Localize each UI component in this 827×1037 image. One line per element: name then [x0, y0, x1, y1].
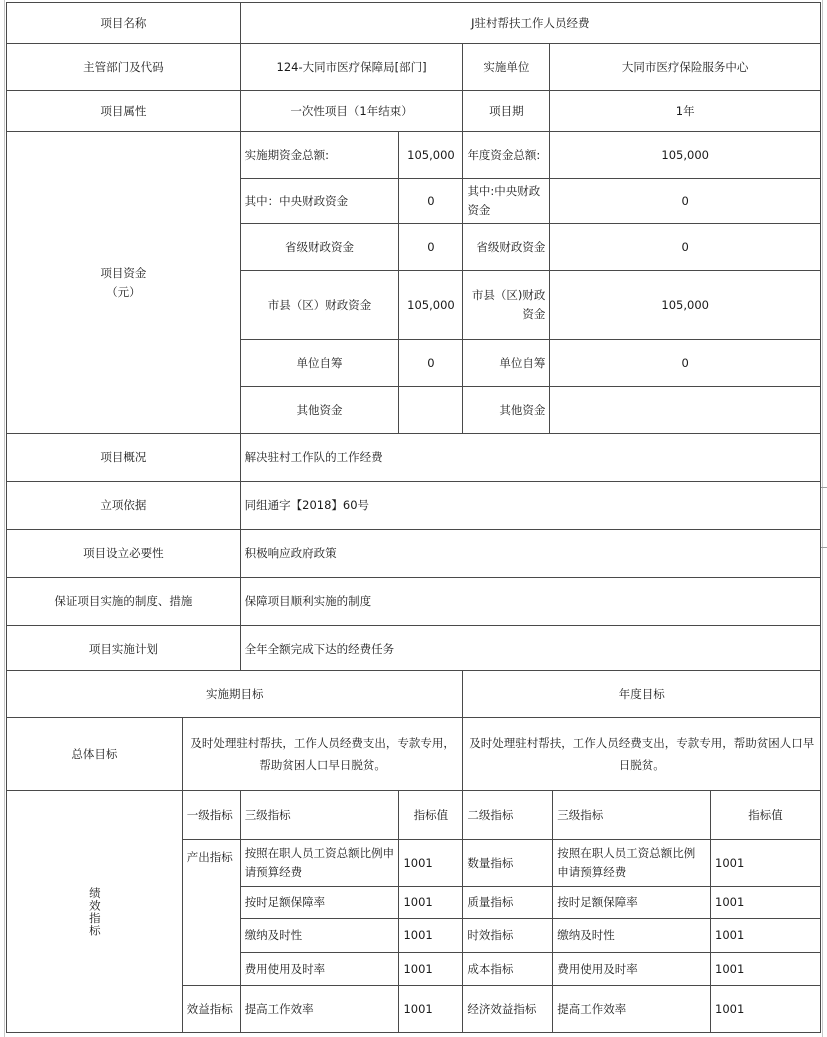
plan-value: 全年全额完成下达的经费任务 [240, 626, 820, 674]
overall-goal-annual: 及时处理驻村帮扶，工作人员经费支出，专款专用，帮助贫困人口早日脱贫。 [463, 718, 821, 791]
impl-unit-value: 大同市医疗保险服务中心 [550, 44, 821, 91]
funds-left-value: 0 [399, 224, 463, 271]
perf-header: 指标值 [399, 791, 463, 840]
perf-r2: 经济效益指标 [463, 986, 553, 1033]
period-label: 项目期 [463, 91, 550, 132]
funds-right-label: 其他资金 [463, 387, 550, 434]
dept-label: 主管部门及代码 [7, 44, 241, 91]
benefit-indicator-label: 效益指标 [182, 986, 240, 1033]
basis-label: 立项依据 [7, 482, 241, 530]
overview-value: 解决驻村工作队的工作经费 [240, 434, 820, 482]
perf-rvalue: 1001 [711, 887, 821, 919]
perf-l3: 缴纳及时性 [240, 919, 399, 953]
dept-value: 124-大同市医疗保障局[部门] [240, 44, 463, 91]
overview-label: 项目概况 [7, 434, 241, 482]
impl-unit-label: 实施单位 [463, 44, 550, 91]
overall-goal-period: 及时处理驻村帮扶，工作人员经费支出，专款专用，帮助贫困人口早日脱贫。 [182, 718, 463, 791]
perf-header: 指标值 [711, 791, 821, 840]
funds-left-label: 其中：中央财政资金 [240, 179, 399, 224]
perf-r2: 数量指标 [463, 840, 553, 887]
perf-label: 绩效指标 [87, 886, 102, 937]
funds-unit: （元） [106, 284, 141, 299]
goals-period-header: 实施期目标 [7, 671, 463, 718]
perf-rvalue: 1001 [711, 953, 821, 986]
attr-label: 项目属性 [7, 91, 241, 132]
perf-r2: 质量指标 [463, 887, 553, 919]
perf-value: 1001 [399, 953, 463, 986]
perf-r3: 费用使用及时率 [553, 953, 711, 986]
funds-right-label: 年度资金总额: [463, 132, 550, 179]
funds-left-label: 省级财政资金 [240, 224, 399, 271]
necessity-value: 积极响应政府政策 [240, 530, 820, 578]
funds-right-label: 其中:中央财政资金 [463, 179, 550, 224]
perf-rvalue: 1001 [711, 919, 821, 953]
funds-left-label: 其他资金 [240, 387, 399, 434]
funds-left-value: 0 [399, 340, 463, 387]
perf-l3: 按时足额保障率 [240, 887, 399, 919]
funds-right-label: 省级财政资金 [463, 224, 550, 271]
perf-value: 1001 [399, 887, 463, 919]
project-name-value: J驻村帮扶工作人员经费 [240, 3, 820, 44]
funds-right-value [550, 387, 821, 434]
period-value: 1年 [550, 91, 821, 132]
perf-r3: 提高工作效率 [553, 986, 711, 1033]
perf-r2: 时效指标 [463, 919, 553, 953]
perf-value: 1001 [399, 840, 463, 887]
perf-l3: 费用使用及时率 [240, 953, 399, 986]
perf-l3: 按照在职人员工资总额比例申请预算经费 [240, 840, 399, 887]
margin-tick [821, 547, 827, 548]
funds-right-value: 0 [550, 340, 821, 387]
perf-r2: 成本指标 [463, 953, 553, 986]
funds-right-label: 市县（区)财政资金 [463, 271, 550, 340]
funds-right-value: 0 [550, 179, 821, 224]
perf-header: 二级指标 [463, 791, 553, 840]
necessity-label: 项目设立必要性 [7, 530, 241, 578]
perf-l3: 提高工作效率 [240, 986, 399, 1033]
perf-rvalue: 1001 [711, 986, 821, 1033]
funds-left-label: 实施期资金总额: [240, 132, 399, 179]
funds-left-label: 市县（区）财政资金 [240, 271, 399, 340]
funds-left-value: 0 [399, 179, 463, 224]
funds-left-label: 单位自筹 [240, 340, 399, 387]
plan-label: 项目实施计划 [7, 626, 241, 674]
funds-right-value: 105,000 [550, 132, 821, 179]
project-info-table [6, 2, 821, 674]
page-edge-left [4, 0, 5, 1037]
funds-label: 项目资金 [100, 265, 147, 280]
perf-value: 1001 [399, 919, 463, 953]
goals-annual-header: 年度目标 [463, 671, 821, 718]
basis-value: 同组通字【2018】60号 [240, 482, 820, 530]
perf-label-cell [7, 791, 183, 1033]
perf-r3: 缴纳及时性 [553, 919, 711, 953]
funds-left-value: 105,000 [399, 271, 463, 340]
goals-table [6, 670, 821, 1033]
funds-right-value: 105,000 [550, 271, 821, 340]
funds-label-cell [7, 132, 241, 434]
funds-right-value: 0 [550, 224, 821, 271]
perf-rvalue: 1001 [711, 840, 821, 887]
perf-r3: 按时足额保障率 [553, 887, 711, 919]
margin-tick [821, 487, 827, 488]
perf-header: 一级指标 [182, 791, 240, 840]
funds-left-value: 105,000 [399, 132, 463, 179]
overall-goal-label: 总体目标 [7, 718, 183, 791]
funds-left-value [399, 387, 463, 434]
project-name-label: 项目名称 [7, 3, 241, 44]
output-indicator-label: 产出指标 [182, 840, 240, 986]
perf-header: 三级指标 [553, 791, 711, 840]
funds-right-label: 单位自筹 [463, 340, 550, 387]
perf-header: 三级指标 [240, 791, 399, 840]
attr-value: 一次性项目（1年结束） [240, 91, 463, 132]
guarantee-label: 保证项目实施的制度、措施 [7, 578, 241, 626]
perf-r3: 按照在职人员工资总额比例申请预算经费 [553, 840, 711, 887]
guarantee-value: 保障项目顺利实施的制度 [240, 578, 820, 626]
perf-value: 1001 [399, 986, 463, 1033]
page-edge-right [822, 0, 823, 1037]
